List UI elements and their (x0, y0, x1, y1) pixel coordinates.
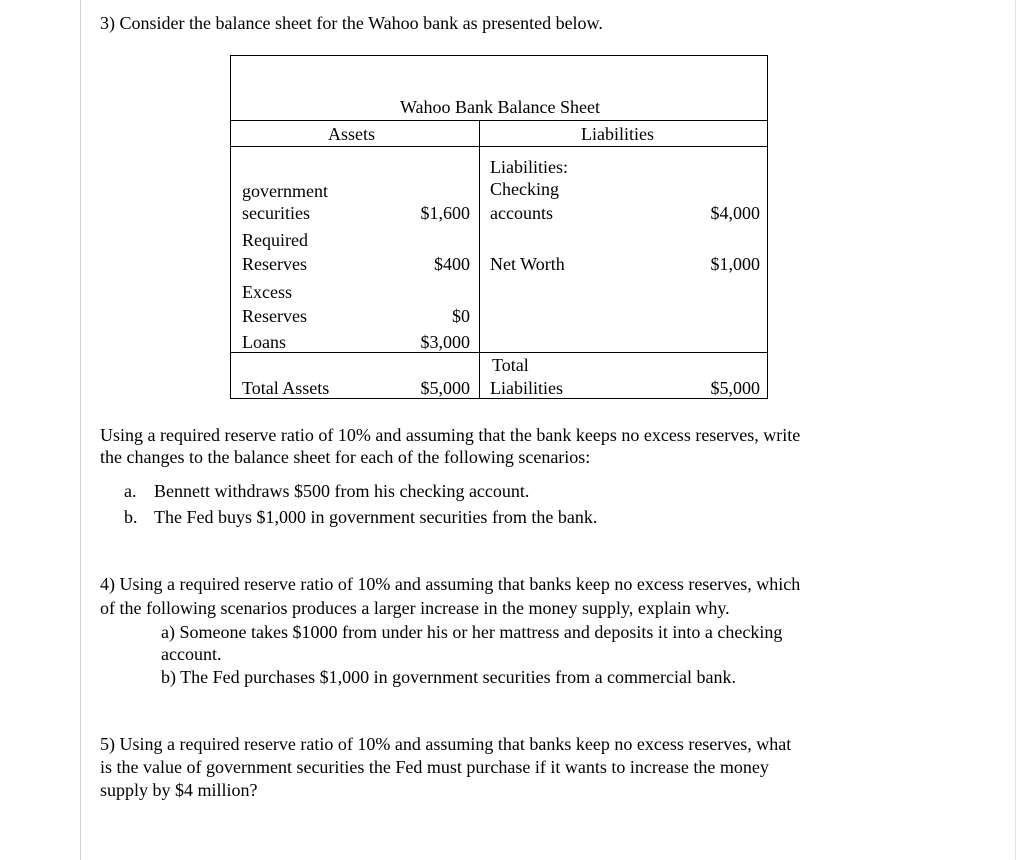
liability-label-line2: Checking (490, 179, 559, 199)
liability-label-line1: Liabilities: (490, 157, 568, 177)
asset-value: $3,000 (420, 332, 470, 352)
asset-label-line1: Excess (242, 282, 292, 302)
scenario-marker: b. (124, 507, 138, 527)
header-top-rule (231, 120, 767, 121)
question-4-option-b: b) The Fed purchases $1,000 in government securities from a commercial bank. (161, 667, 736, 687)
column-divider (479, 120, 480, 398)
balance-sheet-title: Wahoo Bank Balance Sheet (400, 97, 600, 117)
question-5-line1: 5) Using a required reserve ratio of 10% and assuming that banks keep no excess reserves, what (100, 734, 792, 754)
scenario-marker: a. (124, 481, 137, 501)
question-4-line2: of the following scenarios produces a larger increase in the money supply, explain why. (100, 598, 730, 618)
page-right-edge (1015, 0, 1016, 860)
asset-label-line2: Reserves (242, 306, 307, 326)
question-4-line1: 4) Using a required reserve ratio of 10% and assuming that banks keep no excess reserves, which (100, 574, 801, 594)
question-3-intro: 3) Consider the balance sheet for the Wahoo bank as presented below. (100, 13, 603, 33)
asset-label-line1: Required (242, 230, 308, 250)
liability-label-line3: accounts (490, 203, 553, 223)
scenario-text: The Fed buys $1,000 in government securities from the bank. (154, 507, 598, 527)
question-4-option-a-line2: account. (161, 644, 222, 664)
totals-rule (231, 352, 767, 353)
asset-value: $1,600 (420, 203, 470, 223)
total-liabilities-label-line2: Liabilities (490, 378, 563, 398)
total-liabilities-value: $5,000 (710, 378, 760, 398)
asset-label-line2: Reserves (242, 254, 307, 274)
question-4-option-a-line1: a) Someone takes $1000 from under his or her mattress and deposits it into a checking (161, 622, 783, 642)
liability-value: $4,000 (710, 203, 760, 223)
scenario-text: Bennett withdraws $500 from his checking account. (154, 481, 530, 501)
liabilities-header: Liabilities (581, 124, 654, 144)
asset-label-line1: government (242, 181, 328, 201)
total-liabilities-label-line1: Total (492, 355, 529, 375)
balance-sheet-table (230, 55, 768, 399)
total-assets-value: $5,000 (420, 378, 470, 398)
question-5-line2: is the value of government securities the Fed must purchase if it wants to increase the money (100, 757, 769, 777)
instruction-line2: the changes to the balance sheet for each of the following scenarios: (100, 447, 591, 467)
asset-label-line2: securities (242, 203, 310, 223)
question-5-line3: supply by $4 million? (100, 780, 258, 800)
header-bottom-rule (231, 146, 767, 147)
total-assets-label: Total Assets (242, 378, 330, 398)
liability-label-line1: Net Worth (490, 254, 565, 274)
page-left-edge (80, 0, 81, 860)
asset-value: $400 (434, 254, 470, 274)
asset-label-line1: Loans (242, 332, 286, 352)
instruction-line1: Using a required reserve ratio of 10% and assuming that the bank keeps no excess reserves, write (100, 425, 801, 445)
asset-value: $0 (452, 306, 470, 326)
assets-header: Assets (328, 124, 376, 144)
liability-value: $1,000 (710, 254, 760, 274)
